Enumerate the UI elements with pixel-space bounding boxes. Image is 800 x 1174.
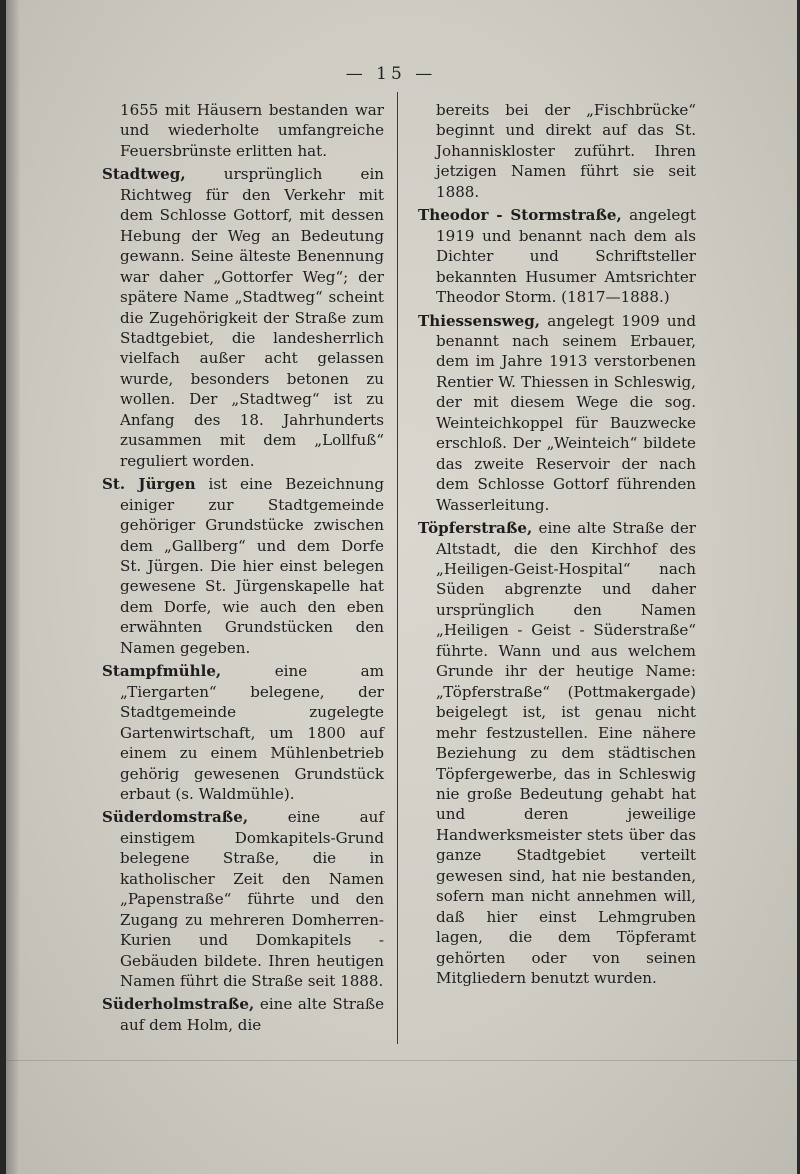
entry-text: eine alte Straße der Altstadt, die den Kirchhof des „Heiligen-Geist-Hospital“ nach Süden abgrenzte und daher ursprünglich den Namen „Heiligen - Geist - Süderstraße“ führte. Wann und aus welchem Grunde ihr der heutige Name: „Töpferstraße“ (Pottmakergade) beigelegt ist, ist genau nicht mehr festzustellen. Eine nähere Beziehung zu dem städtischen Töpfergewerbe, das in Schleswig nie große Bedeutung gehabt hat und deren jeweilige Handwerksmeister stets über das ganze Stadtgebiet verteilt gewesen sind, hat nie bestanden, sofern man nicht annehmen will, daß hier einst Lehmgruben lagen, die dem Töpferamt gehörten oder von seinen Mitgliedern benutzt wurden. <box>436 519 696 988</box>
entry-st-juergen <box>102 474 384 658</box>
entry-text: 1655 mit Häusern bestanden war und wiederholte umfangreiche Feuersbrünste erlitten hat. <box>120 101 384 160</box>
entry-suederholmstrasse <box>102 994 384 1035</box>
page-fold <box>6 0 20 1174</box>
entry-lemma: Stampfmühle, <box>102 662 222 681</box>
entry-continuation <box>102 100 384 161</box>
entry-lemma: Süderdomstraße, <box>102 808 249 827</box>
right-column <box>418 100 696 991</box>
entry-suederdomstrasse <box>102 807 384 991</box>
entry-lemma: Theodor - Stormstraße, <box>418 206 622 225</box>
entry-text: bereits bei der „Fischbrücke“ beginnt und direkt auf das St. Johanniskloster zuführt. Ihren jetzigen Namen führt sie seit 1888. <box>436 101 696 201</box>
entry-thiessensweg <box>418 311 696 516</box>
entry-text: ist eine Bezeichnung einiger zur Stadtgemeinde gehöriger Grundstücke zwischen dem „Gallberg“ und dem Dorfe St. Jürgen. Die hier einst belegen gewesene St. Jürgenskapelle hat dem Dorfe, wie auch den eben erwähnten Grundstücken den Namen gegeben. <box>120 475 384 657</box>
entry-continuation <box>418 100 696 202</box>
entry-lemma: Stadtweg, <box>102 165 186 184</box>
entry-stadtweg <box>102 164 384 471</box>
entry-toepferstrasse <box>418 518 696 988</box>
entry-text: ursprünglich ein Richtweg für den Verkehr mit dem Schlosse Gottorf, mit dessen Hebung der Weg an Bedeutung gewann. Seine älteste Benennung war daher „Gottorfer Weg“; der spätere Name „Stadtweg“ scheint die Zugehörigkeit der Straße zum Stadtgebiet, die landesherrlich vielfach außer acht gelassen wurde, besonders betonen zu wollen. Der „Stadtweg“ ist zu Anfang des 18. Jahrhunderts zusammen mit dem „Lollfuß“ reguliert worden. <box>120 165 384 470</box>
left-column <box>102 100 384 1038</box>
book-page <box>6 0 800 1174</box>
entry-stampfmuehle <box>102 661 384 804</box>
entry-theodor-stormstrasse <box>418 205 696 307</box>
paper-crease <box>6 1060 800 1061</box>
entry-text: eine alte Straße auf dem Holm, die <box>120 995 384 1034</box>
page-number: — 15 — <box>345 64 437 84</box>
entry-text: angelegt 1919 und benannt nach dem als Dichter und Schriftsteller bekannten Husumer Amtsrichter Theodor Storm. (1817—1888.) <box>436 206 696 307</box>
entry-text: angelegt 1909 und benannt nach seinem Erbauer, dem im Jahre 1913 verstorbenen Rentier W. Thiessen in Schleswig, der mit diesem Wege die sog. Weinteichkoppel für Bauzwecke erschloß. Der „Weinteich“ bildete das zweite Reservoir der nach dem Schlosse Gottorf führenden Wasserleitung. <box>436 311 696 514</box>
entry-lemma: Töpferstraße, <box>418 519 533 538</box>
entry-text: eine am „Tiergarten“ belegene, der Stadtgemeinde zugelegte Gartenwirtschaft, um 1800 auf einem zu einem Mühlenbetrieb gehörig gewesenen Grundstück erbaut (s. Waldmühle). <box>120 662 384 803</box>
entry-lemma: Süderholmstraße, <box>102 995 255 1014</box>
entry-lemma: Thiessensweg, <box>418 311 541 330</box>
entry-text: eine auf einstigem Domkapitels-Grund belegene Straße, die in katholischer Zeit den Namen „Papenstraße“ führte und den Zugang zu mehreren Domherren-Kurien und Domkapitels - Gebäuden bildete. Ihren heutigen Namen führt die Straße seit 1888. <box>120 808 384 991</box>
column-divider <box>397 92 398 1044</box>
entry-lemma: St. Jürgen <box>102 475 196 494</box>
